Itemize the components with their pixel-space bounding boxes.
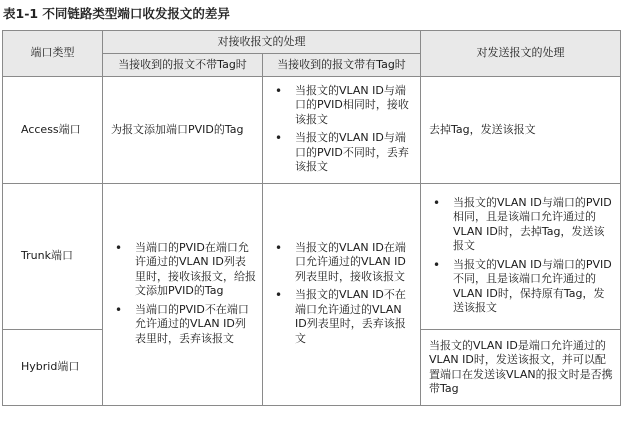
untagged-item: • 当端口的PVID在端口允许通过的VLAN ID列表里时，接收该报文，给报文添加PVID的Tag [109, 241, 256, 299]
header-receive-untagged: 当接收到的报文不带Tag时 [103, 54, 263, 77]
trunk-hybrid-tagged-cell [263, 184, 421, 406]
trunk-send-cell [421, 184, 621, 330]
tagged-item: • 当报文的VLAN ID在端口允许通过的VLAN ID列表里时，接收该报文 [269, 241, 414, 285]
untagged-item: • 当端口的PVID不在端口允许通过的VLAN ID列表里时，丢弃该报文 [109, 303, 256, 347]
table-row-trunk [3, 184, 621, 330]
access-tagged-item: • 当报文的VLAN ID与端口的PVID相同时，接收该报文 [269, 84, 414, 128]
access-tagged-item: • 当报文的VLAN ID与端口的PVID不同时，丢弃该报文 [269, 131, 414, 175]
header-send: 对发送报文的处理 [421, 31, 621, 77]
port-type-hybrid: Hybrid端口 [3, 330, 103, 406]
port-type-comparison-table [2, 30, 621, 406]
access-untagged-cell: 为报文添加端口PVID的Tag [103, 77, 263, 184]
hybrid-send-cell: 当报文的VLAN ID是端口允许通过的VLAN ID时，发送该报文，并可以配置端口在发送该VLAN的报文时是否携带Tag [421, 330, 621, 406]
header-port-type: 端口类型 [3, 31, 103, 77]
trunk-hybrid-untagged-cell [103, 184, 263, 406]
tagged-item: • 当报文的VLAN ID不在端口允许通过的VLAN ID列表里时，丢弃该报文 [269, 288, 414, 346]
access-send-cell: 去掉Tag，发送该报文 [421, 77, 621, 184]
table-caption: 表1-1 不同链路类型端口收发报文的差异 [3, 6, 230, 21]
trunk-send-item: • 当报文的VLAN ID与端口的PVID相同，且是该端口允许通过的VLAN ID时，去掉Tag，发送该报文 [427, 196, 614, 254]
table-row-access [3, 77, 621, 184]
header-receive-group: 对接收报文的处理 [103, 31, 421, 54]
access-tagged-cell [263, 77, 421, 184]
header-receive-tagged: 当接收到的报文带有Tag时 [263, 54, 421, 77]
port-type-trunk: Trunk端口 [3, 184, 103, 330]
trunk-send-item: • 当报文的VLAN ID与端口的PVID不同，且是该端口允许通过的VLAN ID时，保持原有Tag，发送该报文 [427, 258, 614, 316]
port-type-access: Access端口 [3, 77, 103, 184]
